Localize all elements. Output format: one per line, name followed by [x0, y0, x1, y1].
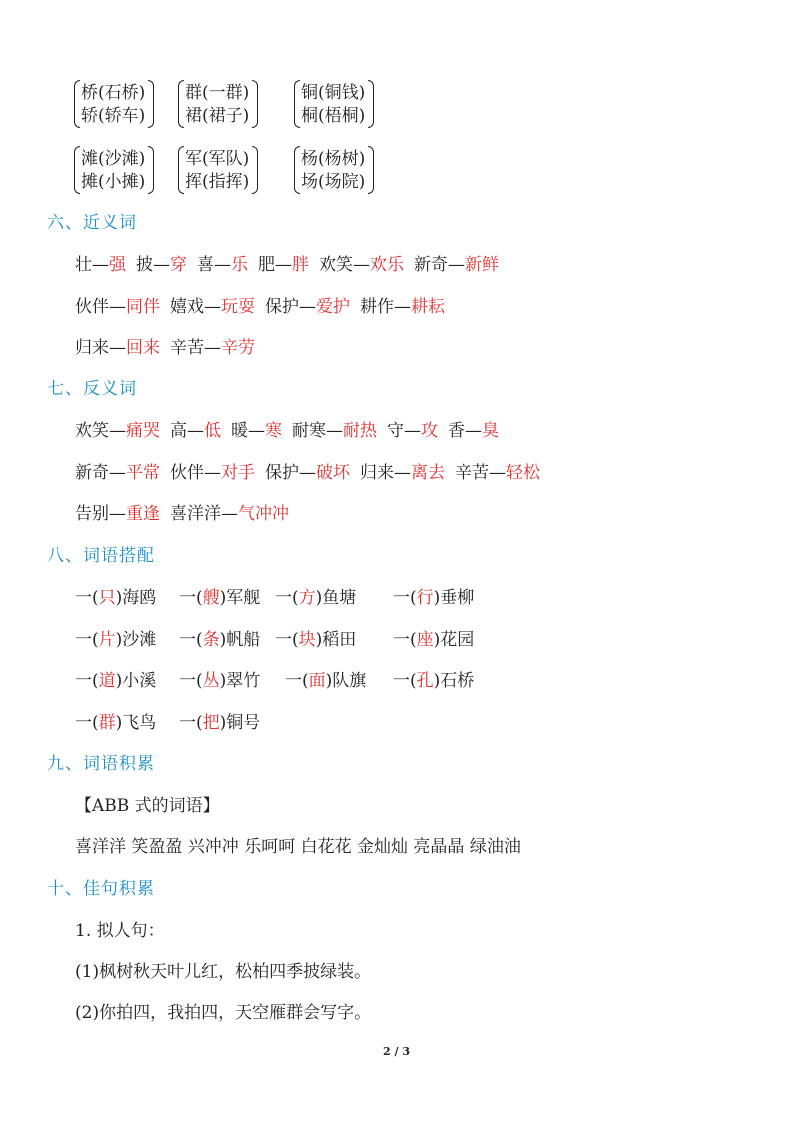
word-group-line: 桥(石桥): [81, 83, 146, 103]
word-group: [294, 80, 374, 130]
synonym-pair: [414, 255, 499, 275]
measure-noun: )海鸥: [115, 588, 157, 608]
word-prompt: 耕作—: [360, 296, 411, 317]
antonym-pair: [265, 463, 350, 483]
word-answer: 胖: [292, 255, 309, 275]
word-prompt: 保护—: [265, 296, 316, 317]
measure-prefix: 一(: [179, 588, 203, 608]
word-group-line: 杨(杨树): [301, 149, 366, 169]
measure-pair: [275, 625, 356, 650]
section-heading-antonyms: 七、反义词: [47, 379, 137, 399]
antonym-pair: [170, 463, 255, 483]
measure-prefix: 一(: [75, 712, 99, 733]
sentence-item-2: (2)你拍四，我拍四，天空雁群会写字。: [75, 1003, 372, 1023]
antonym-line: [75, 499, 299, 524]
measure-answer: 面: [308, 671, 326, 691]
word-group-line: 军(军队): [185, 149, 250, 169]
left-brace: [178, 80, 184, 128]
measure-answer: 群: [98, 712, 116, 733]
synonym-pair: [170, 338, 255, 358]
measure-noun: )翠竹: [219, 671, 261, 691]
measure-pair: [275, 583, 356, 608]
word-group-line: 滩(沙滩): [81, 149, 146, 169]
left-brace: [294, 146, 300, 194]
word-group-line: 摊(小摊): [81, 172, 146, 192]
word-answer: 同伴: [126, 296, 160, 317]
measure-noun: )飞鸟: [115, 712, 157, 733]
word-group-line: 裙(裙子): [185, 106, 250, 126]
sentence-item-1: (1)枫树秋天叶儿红，松柏四季披绿装。: [75, 962, 372, 982]
word-prompt: 伙伴—: [170, 462, 221, 483]
word-prompt: 嬉戏—: [170, 296, 221, 317]
synonym-pair: [319, 255, 404, 275]
left-brace: [294, 80, 300, 128]
antonym-pair: [75, 463, 160, 483]
word-answer: 低: [204, 421, 221, 441]
measure-prefix: 一(: [393, 671, 417, 691]
measure-pair: [75, 666, 156, 691]
antonym-pair: [231, 421, 282, 441]
measure-noun: )小溪: [115, 671, 157, 691]
right-brace: [148, 146, 154, 194]
measure-answer: 方: [298, 588, 316, 608]
word-group-line: 铜(铜钱): [301, 83, 366, 103]
word-answer: 强: [109, 255, 126, 275]
measure-answer: 只: [98, 588, 116, 608]
word-answer: 平常: [126, 462, 160, 483]
word-answer: 轻松: [506, 462, 540, 483]
word-prompt: 壮—: [75, 255, 109, 275]
word-group-line: 群(一群): [185, 83, 250, 103]
page-number: 2 / 3: [383, 1045, 410, 1058]
word-prompt: 喜—: [197, 255, 231, 275]
synonym-pair: [136, 255, 187, 275]
word-answer: 耐热: [343, 421, 377, 441]
synonym-pair: [197, 255, 248, 275]
word-prompt: 香—: [448, 421, 482, 441]
synonym-line: [75, 292, 455, 317]
synonym-pair: [170, 297, 255, 317]
word-prompt: 伙伴—: [75, 296, 126, 317]
measure-pair: [75, 708, 156, 733]
word-answer: 臭: [482, 421, 499, 441]
word-prompt: 暖—: [231, 421, 265, 441]
word-group-line: 桐(梧桐): [301, 106, 366, 126]
measure-prefix: 一(: [75, 588, 99, 608]
measure-prefix: 一(: [179, 671, 203, 691]
measure-noun: )帆船: [219, 629, 261, 650]
word-answer: 气冲冲: [238, 504, 289, 524]
section-heading-measure-words: 八、词语搭配: [47, 546, 155, 566]
measure-pair: [393, 625, 474, 650]
measure-prefix: 一(: [75, 629, 99, 650]
word-answer: 破坏: [316, 462, 350, 483]
synonym-pair: [75, 255, 126, 275]
word-answer: 对手: [221, 462, 255, 483]
antonym-pair: [455, 463, 540, 483]
left-brace: [178, 146, 184, 194]
word-answer: 辛劳: [221, 338, 255, 358]
word-prompt: 肥—: [258, 255, 292, 275]
word-group: [294, 146, 374, 196]
measure-noun: )军舰: [219, 588, 261, 608]
measure-answer: 块: [298, 629, 316, 650]
word-prompt: 保护—: [265, 462, 316, 483]
right-brace: [368, 80, 374, 128]
measure-noun: )队旗: [325, 671, 367, 691]
synonym-pair: [258, 255, 309, 275]
word-prompt: 新奇—: [75, 462, 126, 483]
word-answer: 爱护: [316, 296, 350, 317]
synonym-pair: [265, 297, 350, 317]
word-answer: 离去: [411, 462, 445, 483]
measure-pair: [393, 583, 474, 608]
word-answer: 攻: [421, 421, 438, 441]
measure-prefix: 一(: [285, 671, 309, 691]
antonym-line: [75, 458, 550, 483]
measure-pair: [75, 583, 156, 608]
word-prompt: 告别—: [75, 504, 126, 524]
word-prompt: 归来—: [360, 462, 411, 483]
word-prompt: 辛苦—: [170, 338, 221, 358]
word-prompt: 欢笑—: [319, 255, 370, 275]
synonym-line: [75, 333, 265, 358]
left-brace: [74, 80, 80, 128]
measure-pair: [75, 625, 156, 650]
antonym-pair: [360, 463, 445, 483]
left-brace: [74, 146, 80, 194]
word-prompt: 新奇—: [414, 255, 465, 275]
antonym-pair: [448, 421, 499, 441]
antonym-pair: [170, 421, 221, 441]
word-prompt: 守—: [387, 421, 421, 441]
right-brace: [252, 146, 258, 194]
word-group: [74, 80, 154, 130]
measure-noun: )花园: [433, 629, 475, 650]
measure-answer: 孔: [416, 671, 434, 691]
right-brace: [252, 80, 258, 128]
word-answer: 耕耘: [411, 296, 445, 317]
word-answer: 回来: [126, 338, 160, 358]
measure-pair: [179, 583, 260, 608]
measure-prefix: 一(: [179, 629, 203, 650]
measure-pair: [285, 666, 366, 691]
measure-prefix: 一(: [75, 671, 99, 691]
personification-label: 1. 拟人句：: [75, 921, 165, 941]
measure-noun: )鱼塘: [315, 588, 357, 608]
antonym-line: [75, 416, 509, 441]
word-prompt: 高—: [170, 421, 204, 441]
word-prompt: 披—: [136, 255, 170, 275]
measure-answer: 座: [416, 629, 434, 650]
abb-words: 喜洋洋 笑盈盈 兴冲冲 乐呵呵 白花花 金灿灿 亮晶晶 绿油油: [75, 837, 521, 857]
antonym-pair: [170, 504, 289, 524]
word-group: [178, 80, 258, 130]
measure-answer: 条: [202, 629, 220, 650]
word-answer: 重逢: [126, 504, 160, 524]
word-prompt: 耐寒—: [292, 421, 343, 441]
word-group: [178, 146, 258, 196]
antonym-pair: [387, 421, 438, 441]
measure-prefix: 一(: [179, 712, 203, 733]
word-group-line: 挥(指挥): [185, 172, 250, 192]
section-heading-sentences: 十、佳句积累: [47, 879, 155, 899]
measure-noun: )垂柳: [433, 588, 475, 608]
word-prompt: 喜洋洋—: [170, 504, 238, 524]
word-answer: 玩耍: [221, 296, 255, 317]
synonym-line: [75, 250, 509, 275]
measure-prefix: 一(: [393, 629, 417, 650]
measure-answer: 片: [98, 629, 116, 650]
word-answer: 新鲜: [465, 255, 499, 275]
section-heading-word-accumulation: 九、词语积累: [47, 754, 155, 774]
right-brace: [368, 146, 374, 194]
measure-answer: 行: [416, 588, 434, 608]
measure-prefix: 一(: [275, 629, 299, 650]
word-answer: 欢乐: [370, 255, 404, 275]
word-group-line: 轿(轿车): [81, 106, 146, 126]
measure-noun: )铜号: [219, 712, 261, 733]
word-answer: 乐: [231, 255, 248, 275]
antonym-pair: [75, 504, 160, 524]
measure-pair: [179, 666, 260, 691]
synonym-pair: [75, 338, 160, 358]
synonym-pair: [75, 297, 160, 317]
word-prompt: 归来—: [75, 338, 126, 358]
right-brace: [148, 80, 154, 128]
measure-answer: 丛: [202, 671, 220, 691]
measure-prefix: 一(: [275, 588, 299, 608]
measure-prefix: 一(: [393, 588, 417, 608]
word-group-line: 场(场院): [301, 172, 366, 192]
abb-subtitle: 【ABB 式的词语】: [75, 796, 220, 816]
section-heading-synonyms: 六、近义词: [47, 213, 137, 233]
word-answer: 痛哭: [126, 421, 160, 441]
measure-answer: 道: [98, 671, 116, 691]
measure-answer: 把: [202, 712, 220, 733]
measure-noun: )石桥: [433, 671, 475, 691]
word-answer: 寒: [265, 421, 282, 441]
word-prompt: 欢笑—: [75, 421, 126, 441]
measure-pair: [179, 708, 260, 733]
synonym-pair: [360, 297, 445, 317]
word-prompt: 辛苦—: [455, 462, 506, 483]
measure-pair: [179, 625, 260, 650]
measure-noun: )稻田: [315, 629, 357, 650]
measure-noun: )沙滩: [115, 629, 157, 650]
antonym-pair: [292, 421, 377, 441]
word-answer: 穿: [170, 255, 187, 275]
antonym-pair: [75, 421, 160, 441]
word-group: [74, 146, 154, 196]
measure-pair: [393, 666, 474, 691]
measure-answer: 艘: [202, 588, 220, 608]
